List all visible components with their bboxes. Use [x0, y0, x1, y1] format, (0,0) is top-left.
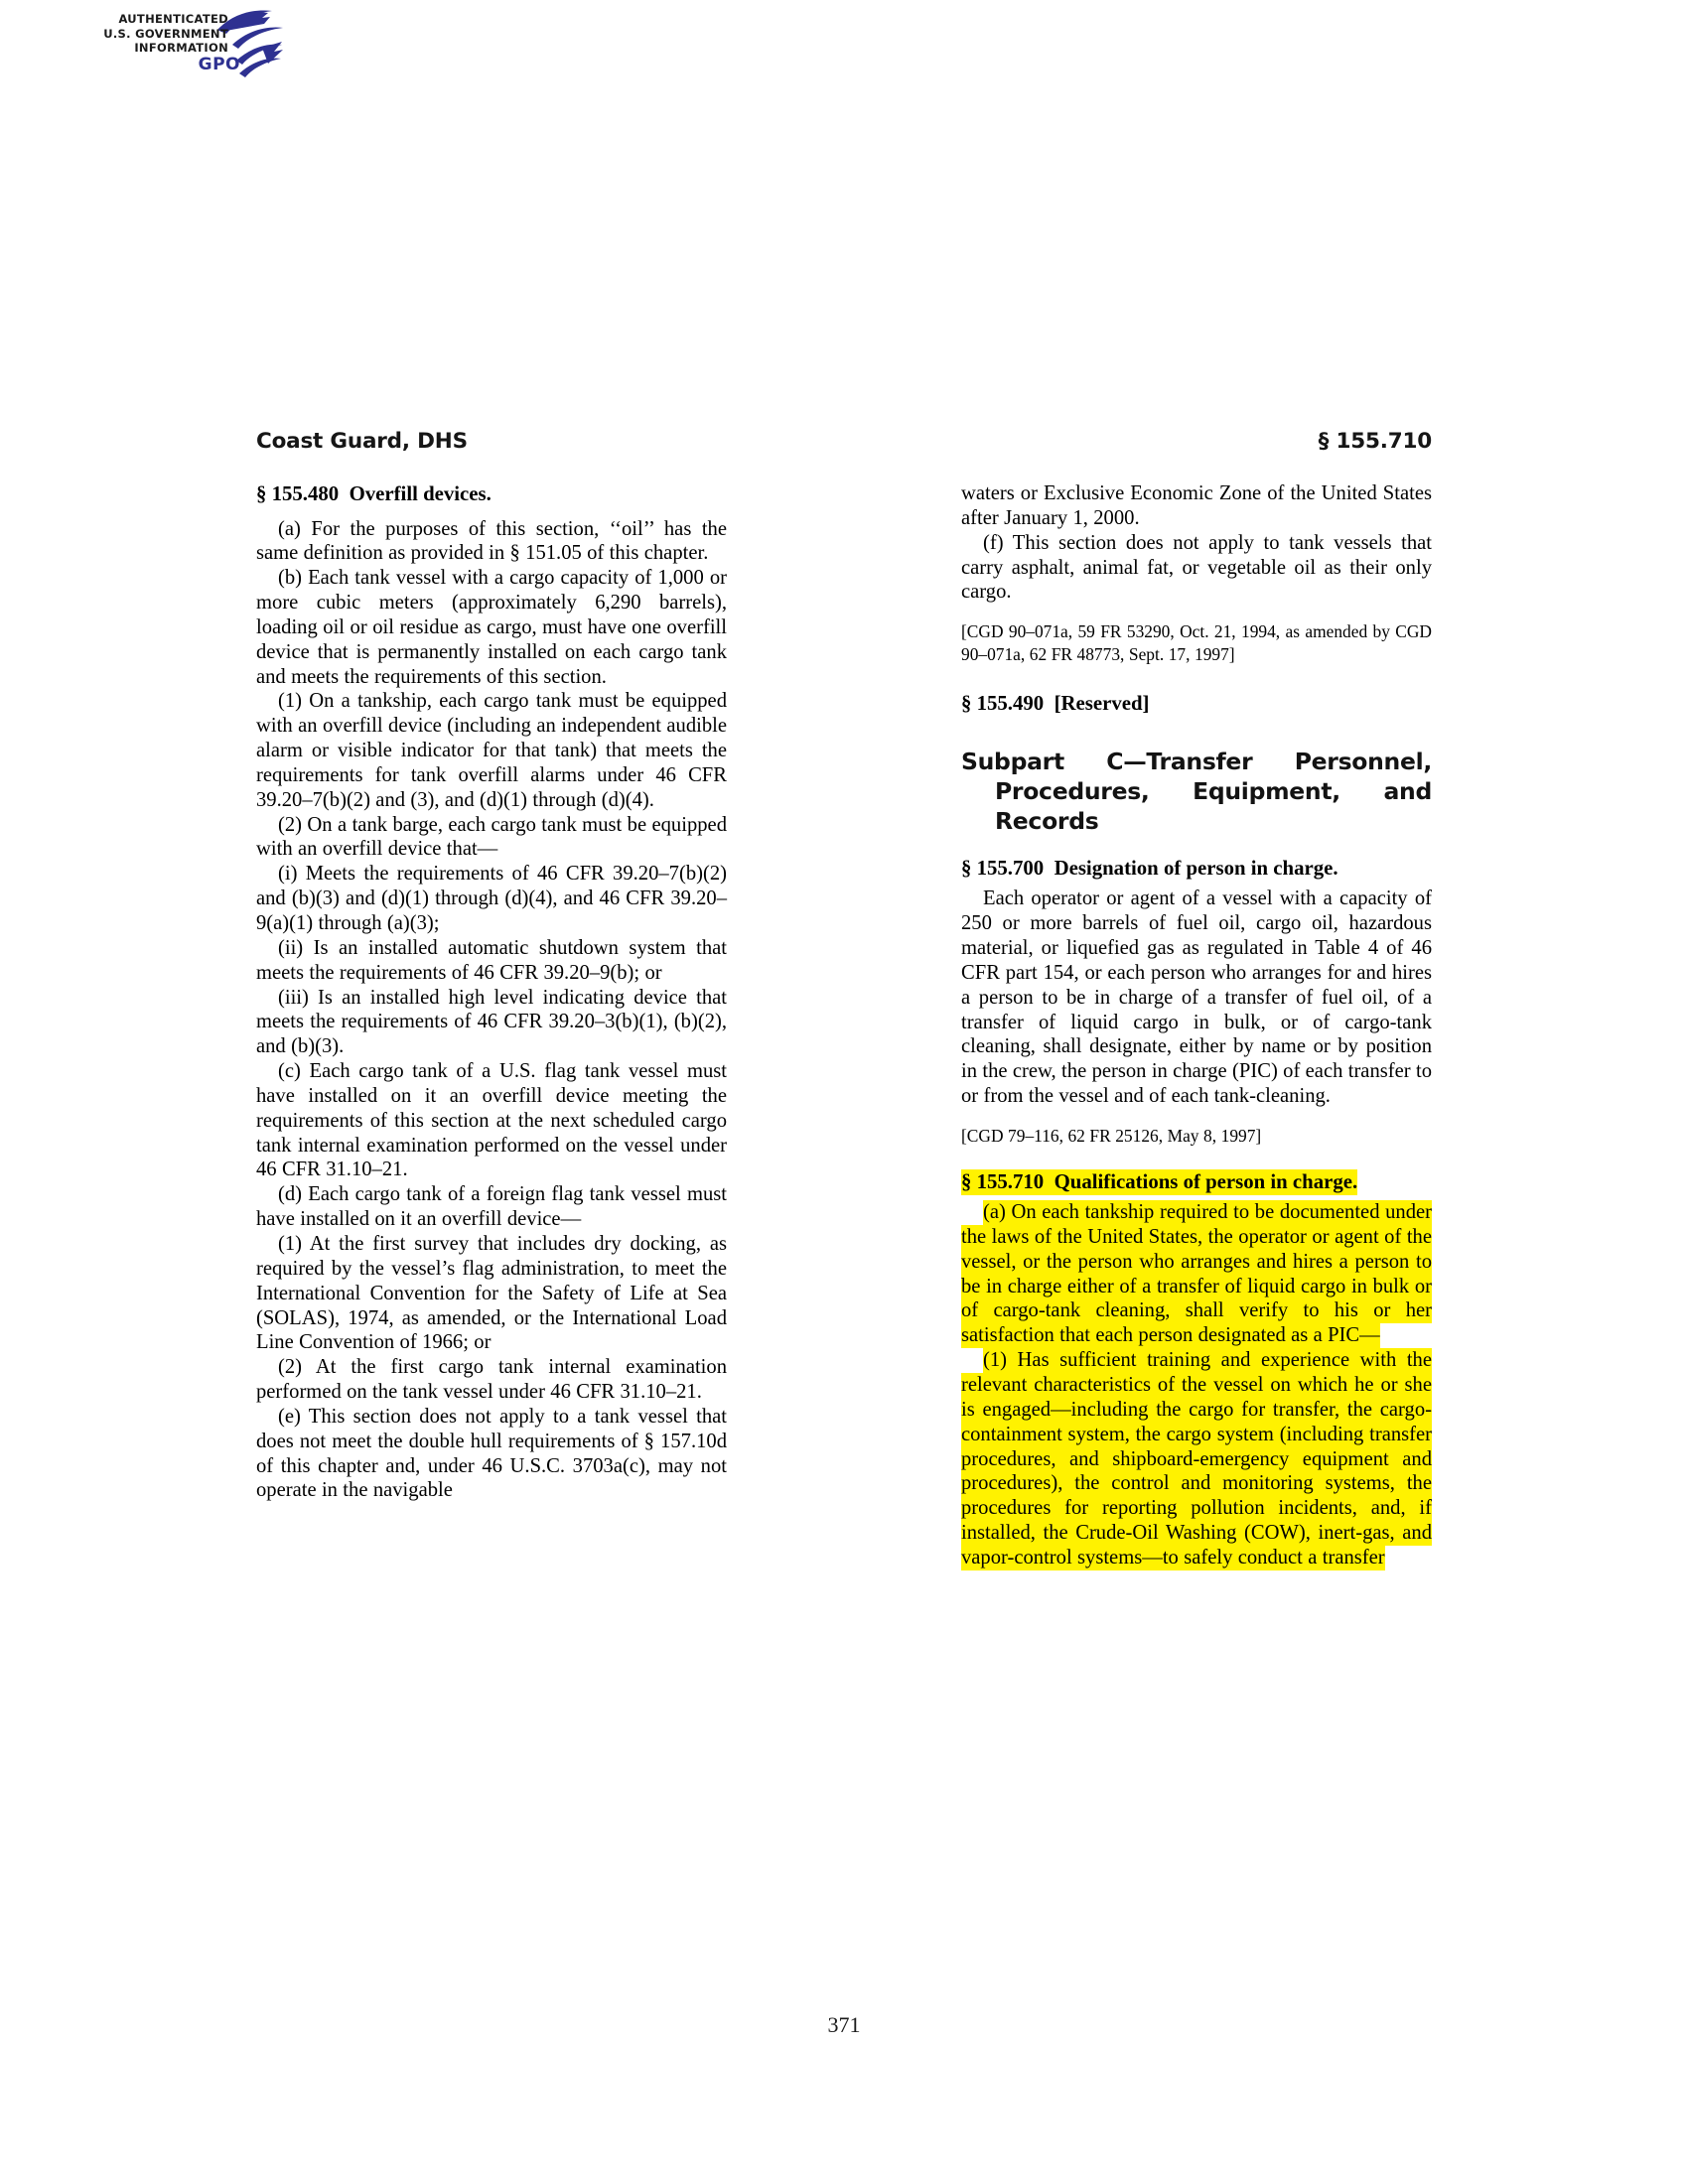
page-number: 371: [827, 2012, 861, 2037]
paragraph-b-1: (1) On a tankship, each cargo tank must be equipped with an overfill device (including an independent audible alarm or visible indicator for that tank) that meets the requirements for tank overfill alarms under 46 CFR 39.20–7(b)(2) and (3), and (d)(1) through (d)(4).: [256, 690, 727, 811]
paragraph-e-continuation: waters or Exclusive Economic Zone of the United States after January 1, 2000.: [961, 482, 1432, 529]
seal-line-2: U.S. GOVERNMENT: [103, 26, 228, 41]
running-head-right: § 155.710: [1318, 429, 1432, 454]
paragraph-c: (c) Each cargo tank of a U.S. flag tank vessel must have installed on it an overfill device meeting the requirements of this section at the next scheduled cargo tank internal examination performed on the vessel under 46 CFR 31.10–21.: [256, 1060, 727, 1181]
section-number: § 155.490: [961, 692, 1045, 716]
paragraph-f: (f) This section does not apply to tank vessels that carry asphalt, animal fat, or vegetable oil as their only cargo.: [961, 531, 1432, 604]
section-heading-155-490: [961, 691, 1432, 717]
paragraph-d: (d) Each cargo tank of a foreign flag tank vessel must have installed on it an overfill device—: [256, 1183, 727, 1231]
paragraph-b-2-i: (i) Meets the requirements of 46 CFR 39.20–7(b)(2) and (b)(3) and (d)(1) through (d)(4), and 46 CFR 39.20–9(a)(1) through (a)(3);: [256, 863, 727, 934]
running-head: [256, 429, 1432, 463]
seal-line-1: AUTHENTICATED: [118, 12, 228, 26]
section-number: § 155.710: [961, 1169, 1045, 1193]
right-column: [961, 481, 1432, 1570]
seal-line-3: INFORMATION: [134, 41, 228, 55]
paragraph-b: (b) Each tank vessel with a cargo capacity of 1,000 or more cubic meters (approximately 6,290 barrels), loading oil or oil residue as cargo, must have one overfill device that is permanently installed on each cargo tank and meets the requirements of this section.: [256, 567, 727, 688]
section-heading-155-710: [961, 1169, 1432, 1195]
paragraph-b-2: (2) On a tank barge, each cargo tank must be equipped with an overfill device that—: [256, 813, 727, 861]
section-title: Overfill devices.: [349, 482, 492, 505]
citation-155-480: [CGD 90–071a, 59 FR 53290, Oct. 21, 1994, as amended by CGD 90–071a, 62 FR 48773, Sept. 17, 1997]: [961, 621, 1432, 664]
gpo-authentication-seal: [87, 8, 286, 85]
running-head-left: Coast Guard, DHS: [256, 429, 468, 454]
paragraph-b-2-ii: (ii) Is an installed automatic shutdown system that meets the requirements of 46 CFR 39.20–9(b); or: [256, 936, 727, 984]
citation-155-700: [CGD 79–116, 62 FR 25126, May 8, 1997]: [961, 1126, 1262, 1146]
gpo-wordmark: GPO: [198, 55, 240, 74]
paragraph-d-2: (2) At the first cargo tank internal examination performed on the tank vessel under 46 CFR 31.10–21.: [256, 1356, 727, 1404]
highlighted-text: (1) Has sufficient training and experience with the relevant characteristics of the vessel on which he or she is engaged—including the cargo for transfer, the cargo-containment system, the cargo system (including transfer procedures, and shipboard-emergency equipment and procedures), the control and monitoring systems, the procedures for reporting pollution incidents, and, if installed, the Crude-Oil Washing (COW), inert-gas, and vapor-control systems—to safely conduct a transfer: [961, 1349, 1432, 1569]
section-heading-155-700: [961, 856, 1432, 882]
paragraph-d-1: (1) At the first survey that includes dry docking, as required by the vessel’s flag administration, to meet the International Convention for the Safety of Life at Sea (SOLAS), 1974, as amended, or the International Load Line Convention of 1966; or: [256, 1232, 727, 1354]
section-title: Designation of person in charge.: [1054, 856, 1338, 880]
paragraph-b-2-iii: (iii) Is an installed high level indicating device that meets the requirements of 46 CFR 39.20–3(b)(1), (b)(2), and (b)(3).: [256, 986, 727, 1058]
paragraph-e: (e) This section does not apply to a tank vessel that does not meet the double hull requirements of § 157.10d of this chapter and, under 46 U.S.C. 3703a(c), may not operate in the navigable: [256, 1405, 727, 1502]
section-title: [Reserved]: [1054, 692, 1150, 716]
seal-text-block: [103, 12, 228, 56]
section-number: § 155.700: [961, 856, 1045, 880]
left-column: [256, 481, 727, 1503]
section-number: § 155.480: [256, 482, 340, 505]
paragraph-a: (a) For the purposes of this section, ‘‘oil’’ has the same definition as provided in § 151.05 of this chapter.: [256, 517, 727, 565]
highlighted-text: (a) On each tankship required to be documented under the laws of the United States, the operator or agent of the vessel, or the person who arranges and hires a person to be in charge either of a transfer of liquid cargo in bulk or of cargo-tank cleaning, shall verify to his or her satisfaction that each person designated as a PIC—: [961, 1201, 1432, 1347]
paragraph-155-710-a-1: [961, 1348, 1432, 1570]
subpart-heading-c: Subpart C—Transfer Personnel, Procedures, Equipment, and Records: [961, 747, 1432, 835]
paragraph-155-700: Each operator or agent of a vessel with a capacity of 250 or more barrels of fuel oil, cargo oil, hazardous material, or liquefied gas as regulated in Table 4 of 46 CFR part 154, or each person who arranges for and hires a person to be in charge of a transfer of fuel oil, of a transfer of liquid cargo in bulk, or of cargo-tank cleaning, shall designate, either by name or by position in the crew, the person in charge (PIC) of each transfer to or from the vessel and of each tank-cleaning.: [961, 887, 1432, 1108]
section-title: Qualifications of person in charge.: [1054, 1169, 1358, 1193]
section-heading-155-480: [256, 481, 727, 507]
paragraph-155-710-a: [961, 1200, 1432, 1348]
